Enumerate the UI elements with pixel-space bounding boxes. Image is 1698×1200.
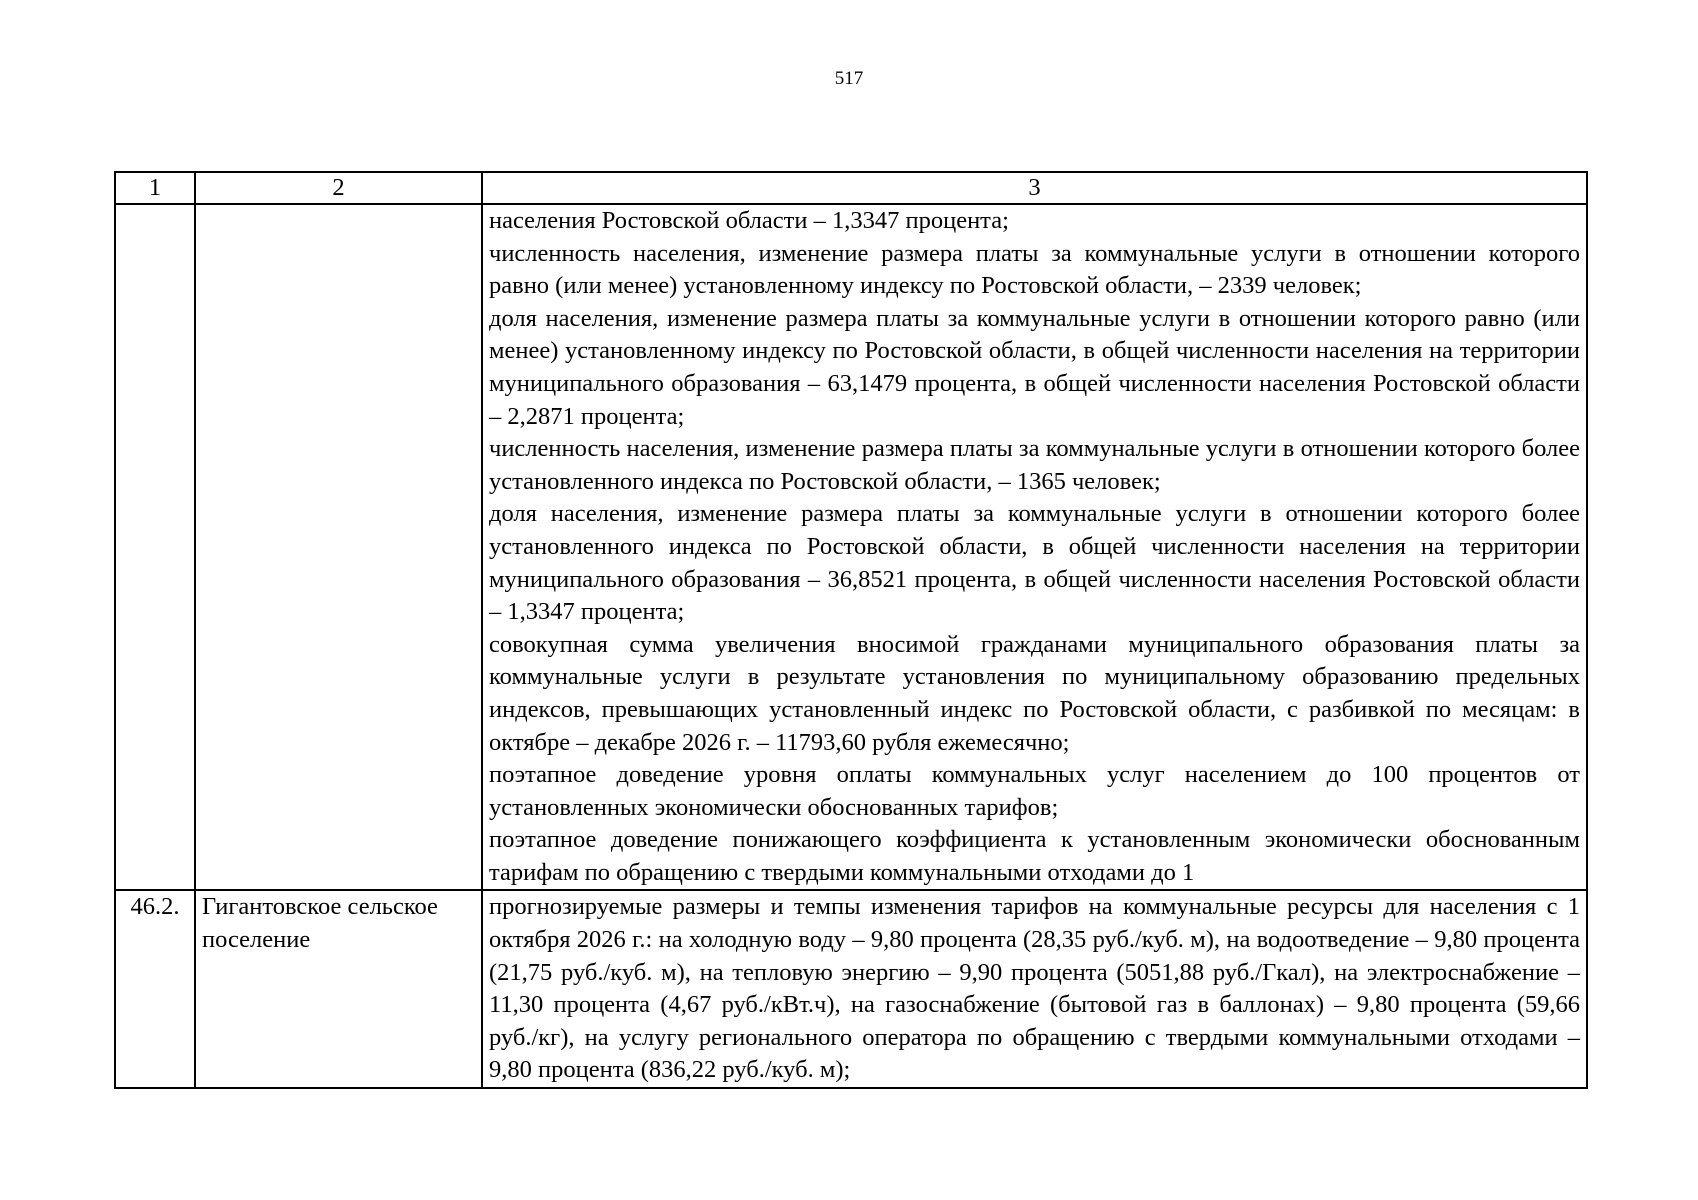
paragraph: поэтапное доведение уровня оплаты коммунальных услуг населением до 100 процентов от установленных экономически обоснованных тарифов; (489, 761, 1580, 821)
page-number: 517 (834, 68, 864, 89)
paragraph: доля населения, изменение размера платы за коммунальные услуги в отношении которого равно (или менее) установленному индексу по Ростовской области, в общей численности населения на территории муниципального образования – 63,1479 процента, в общей численности населения Ростовской области – 2,2871 процента; (489, 304, 1580, 430)
header-col-2: 2 (195, 172, 482, 204)
settlement-name-cell: Гигантовское сельское поселение (195, 890, 482, 1088)
paragraph: численность населения, изменение размера платы за коммунальные услуги в отношении которого более установленного индекса по Ростовской области, – 1365 человек; (489, 435, 1580, 495)
paragraph: прогнозируемые размеры и темпы изменения тарифов на коммунальные ресурсы для населения с 1 октября 2026 г.: на холодную воду – 9,80 процента (28,35 руб./куб. м), на водоотведение – 9,80 процента (21,75 руб./куб. м), на тепловую энергию – 9,90 процента (5051,88 руб./Гкал), на электроснабжение – 11,30 процента (4,67 руб./кВт.ч), на газоснабжение (бытовой газ в баллонах) – 9,80 процента (59,66 руб./кг), на услугу регионального оператора по обращению с твердыми коммунальными отходами – 9,80 процента (836,22 руб./куб. м); (489, 893, 1580, 1084)
paragraph: численность населения, изменение размера платы за коммунальные услуги в отношении которого равно (или менее) установленному индексу по Ростовской области, – 2339 человек; (489, 239, 1580, 300)
description-cell (482, 890, 1587, 1088)
paragraph: поэтапное доведение понижающего коэффициента к установленным экономически обоснованным тарифам по обращению с твердыми коммунальными отходами до 1 (489, 826, 1580, 886)
paragraph: населения Ростовской области – 1,3347 процента; (489, 207, 1009, 234)
description-cell (482, 204, 1587, 890)
document-table (114, 171, 1588, 1089)
table-header (115, 172, 1587, 204)
row-number-cell (115, 204, 195, 890)
row-number-cell: 46.2. (115, 890, 195, 1088)
header-row (115, 172, 1587, 204)
paragraph: совокупная сумма увеличения вносимой гражданами муниципального образования платы за коммунальные услуги в результате установления по муниципальному образованию предельных индексов, превышающих установленный индекс по Ростовской области, с разбивкой по месяцам: в октябре – декабре 2026 г. – 11793,60 рубля ежемесячно; (489, 630, 1580, 756)
settlement-name-cell (195, 204, 482, 890)
table-row (115, 204, 1587, 890)
header-col-1: 1 (115, 172, 195, 204)
table-row (115, 890, 1587, 1088)
paragraph: доля населения, изменение размера платы за коммунальные услуги в отношении которого более установленного индекса по Ростовской области, в общей численности населения на территории муниципального образования – 36,8521 процента, в общей численности населения Ростовской области – 1,3347 процента; (489, 500, 1580, 626)
header-col-3: 3 (482, 172, 1587, 204)
